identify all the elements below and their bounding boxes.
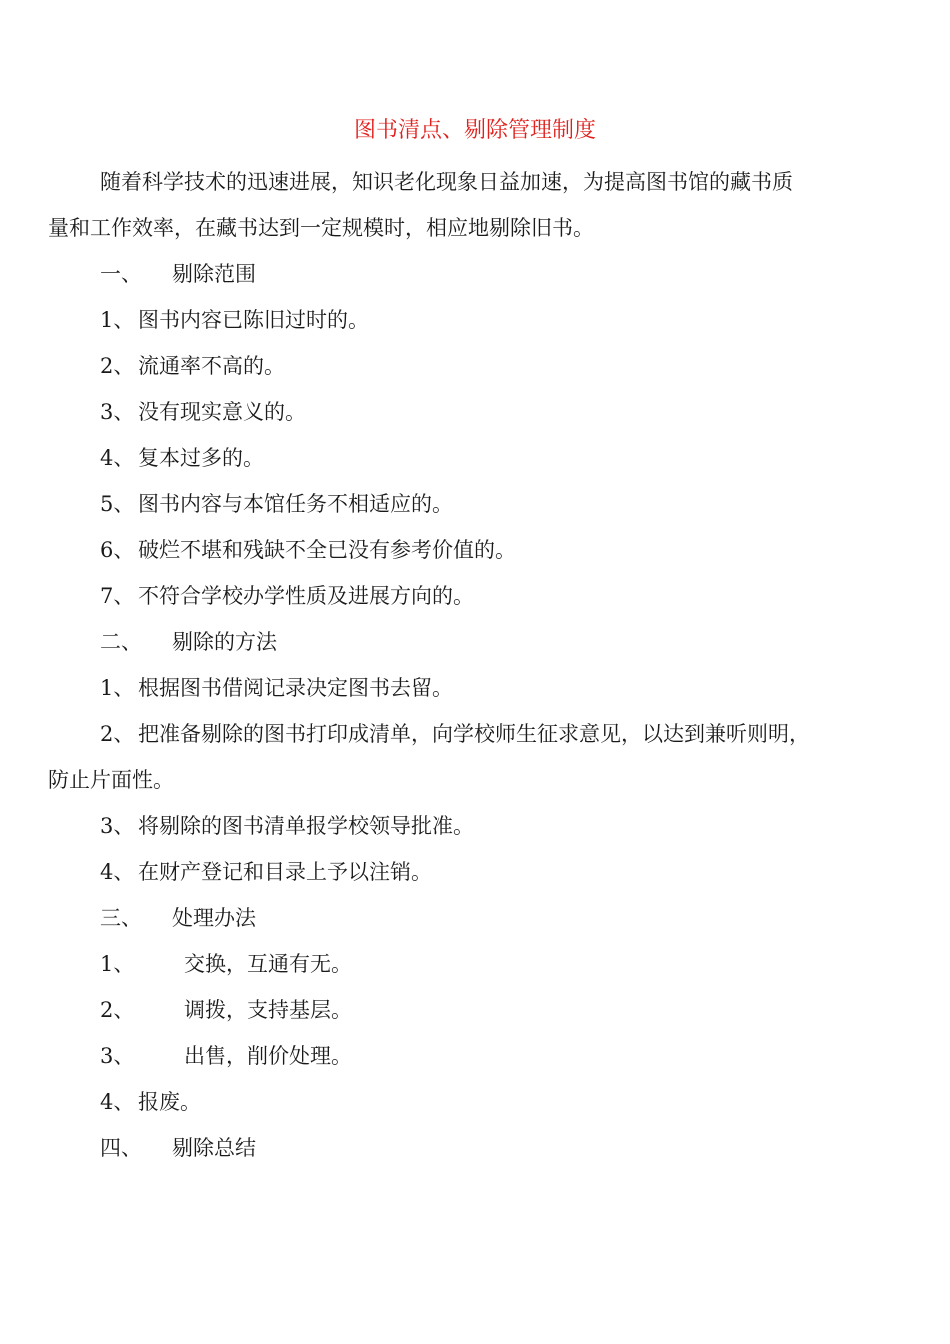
item-text: 破烂不堪和残缺不全已没有参考价值的。: [138, 538, 516, 562]
list-item: [48, 995, 950, 1025]
item-number: 1、: [100, 676, 135, 700]
item-text: 没有现实意义的。: [138, 400, 306, 424]
intro-line-1: 随着科学技术的迅速进展，知识老化现象日益加速，为提高图书馆的藏书质: [100, 170, 793, 194]
section-number: 四、: [100, 1136, 142, 1160]
section-number: 二、: [100, 630, 142, 654]
item-number: 6、: [100, 538, 135, 562]
item-text: 图书内容已陈旧过时的。: [138, 308, 369, 332]
section-heading: [48, 903, 950, 933]
section-title: 剔除的方法: [172, 630, 277, 654]
section-title: 处理办法: [172, 906, 256, 930]
item-number: 3、: [100, 400, 135, 424]
item-text: 把准备剔除的图书打印成清单，向学校师生征求意见，以达到兼听则明，: [138, 722, 810, 746]
item-number: 3、: [100, 814, 135, 838]
item-number: 5、: [100, 492, 135, 516]
section-title: 剔除范围: [172, 262, 256, 286]
item-text: 流通率不高的。: [138, 354, 285, 378]
section-heading: [48, 259, 950, 289]
item-text: 报废。: [138, 1090, 201, 1114]
list-item-continuation: 防止片面性。: [48, 768, 174, 792]
item-number: 2、: [100, 722, 135, 746]
list-item: [48, 719, 940, 749]
item-text: 图书内容与本馆任务不相适应的。: [138, 492, 453, 516]
item-text: 交换，互通有无。: [184, 952, 352, 976]
item-number: 7、: [100, 584, 135, 608]
item-text: 调拨，支持基层。: [184, 998, 352, 1022]
section-number: 三、: [100, 906, 142, 930]
item-number: 4、: [100, 446, 135, 470]
list-item: [48, 397, 950, 427]
item-number: 2、: [100, 354, 135, 378]
section-heading: [48, 1133, 950, 1163]
list-item: [48, 535, 950, 565]
list-item: [48, 673, 950, 703]
item-number: 4、: [100, 1090, 135, 1114]
list-item: [48, 581, 950, 611]
list-item: [48, 443, 950, 473]
item-text: 复本过多的。: [138, 446, 264, 470]
item-number: 1、: [100, 308, 135, 332]
item-text: 根据图书借阅记录决定图书去留。: [138, 676, 453, 700]
section-heading: [48, 627, 950, 657]
intro-line-2: 量和工作效率，在藏书达到一定规模时，相应地剔除旧书。: [48, 216, 594, 240]
item-text: 出售，削价处理。: [184, 1044, 352, 1068]
item-text: 将剔除的图书清单报学校领导批准。: [138, 814, 474, 838]
list-item: [48, 305, 950, 335]
document-title: 图书清点、剔除管理制度: [353, 118, 596, 143]
list-item: [48, 1041, 950, 1071]
item-number: 2、: [100, 998, 135, 1022]
section-number: 一、: [100, 262, 142, 286]
item-text: 不符合学校办学性质及进展方向的。: [138, 584, 474, 608]
list-item: [48, 1087, 950, 1117]
item-text: 在财产登记和目录上予以注销。: [138, 860, 432, 884]
list-item: [48, 489, 950, 519]
item-number: 3、: [100, 1044, 135, 1068]
list-item: [48, 949, 950, 979]
item-number: 4、: [100, 860, 135, 884]
section-title: 剔除总结: [172, 1136, 256, 1160]
list-item: [48, 811, 950, 841]
list-item: [48, 351, 950, 381]
list-item: [48, 857, 950, 887]
item-number: 1、: [100, 952, 135, 976]
